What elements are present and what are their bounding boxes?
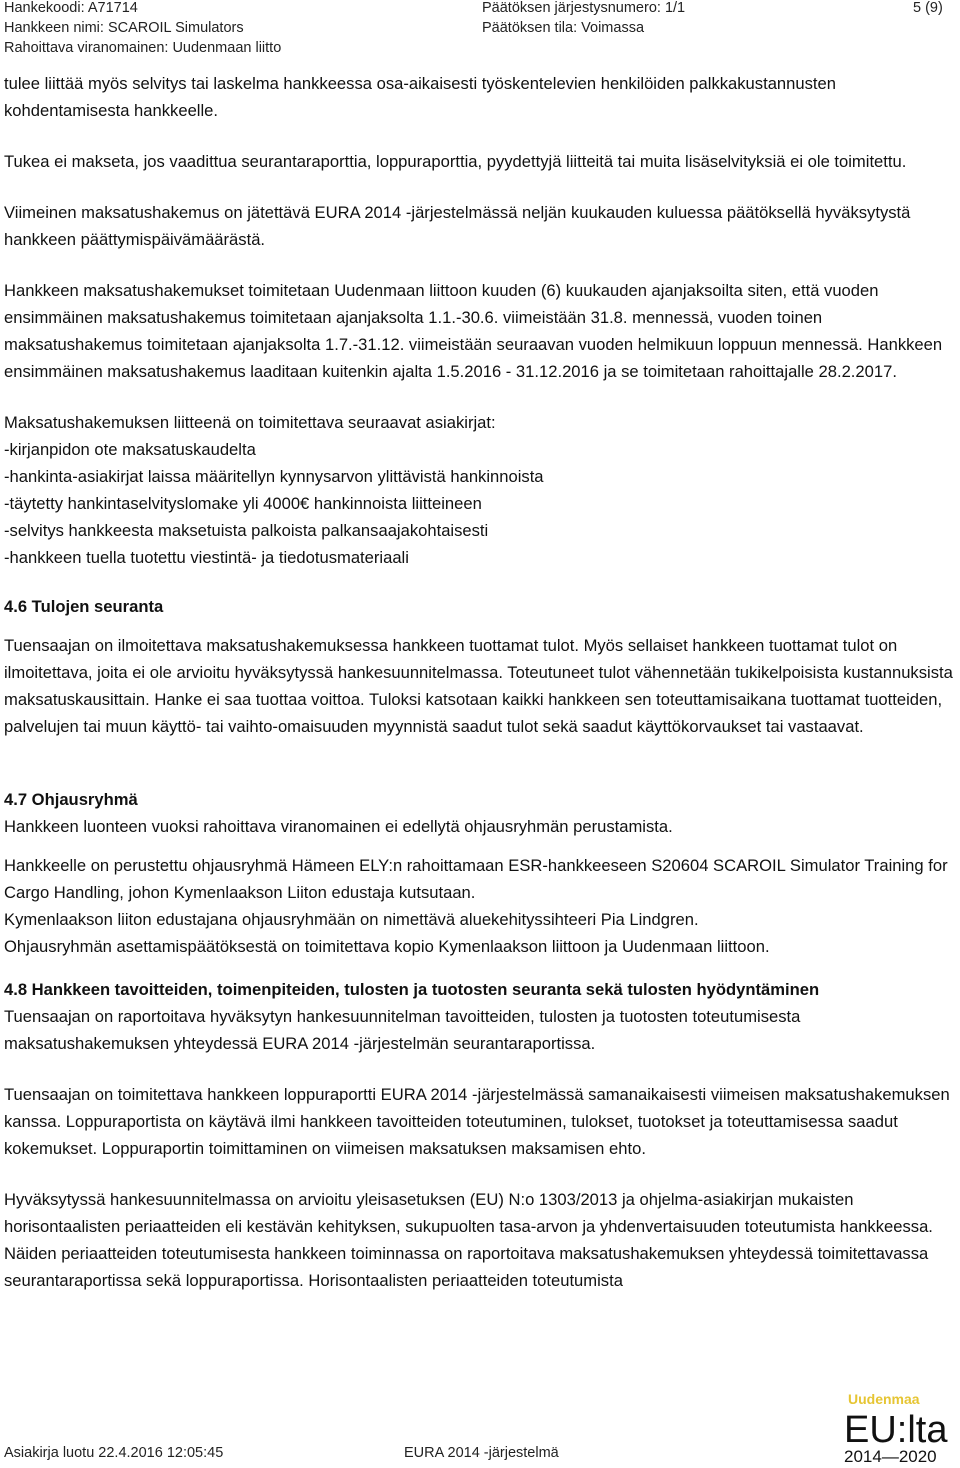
paragraph: Hyväksytyssä hankesuunnitelmassa on arvioitu yleisasetuksen (EU) N:o 1303/2013 ja ohjelma-asiakirjan mukaisten horisontaalisten periaatteiden eli kestävän kehityksen, sukupuolten tasa-arvon ja yhdenvertaisuuden toteutumista hankkeessa. Näiden periaatteiden toteutumisesta hankkeen toiminnassa on raportoitava maksatushakemuksen yhteydessä toimitettavassa seurantaraportissa sekä loppuraportissa. Horisontaalisten periaatteiden toteutumista — [4, 1190, 933, 1290]
decision-status: Päätöksen tila: Voimassa — [482, 20, 645, 36]
logo-years: 2014—2020 — [844, 1447, 937, 1466]
paragraph: tulee liittää myös selvitys tai laskelma hankkeessa osa-aikaisesti työskentelevien henkilöiden palkkakustannusten kohdentamisesta hankkeelle. — [4, 74, 836, 120]
paragraph: Hankkeen maksatushakemukset toimitetaan Uudenmaan liittoon kuuden (6) kuukauden ajanjaksoilta siten, että vuoden ensimmäinen maksatushakemus toimitetaan ajanjaksolta 1.1.-30.6. viimeistään 31.8. mennessä, vuoden toinen maksatushakemus toimitetaan ajanjaksolta 1.7.-31.12. viimeistään seuraavan vuoden helmikuun loppuun mennessä. Hankkeen ensimmäinen maksatushakemus laaditaan kuitenkin ajalta 1.5.2016 - 31.12.2016 ja se toimitetaan rahoittajalle 28.2.2017. — [4, 281, 943, 381]
decision-number: Päätöksen järjestysnumero: 1/1 — [482, 0, 686, 16]
paragraph: Kymenlaakson liiton edustajana ohjausryhmään on nimettävä aluekehityssihteeri Pia Lindgren. — [4, 910, 699, 929]
attachments-list — [4, 436, 956, 571]
header-middle — [482, 0, 685, 38]
paragraph: Tuensaajan on raportoitava hyväksytyn hankesuunnitelman tavoitteiden, tulosten ja tuotosten toteutumisesta maksatushakemuksen yhteydessä EURA 2014 -järjestelmän seurantaraportissa. — [4, 1007, 801, 1053]
document-body — [4, 70, 956, 1294]
paragraph: Tukea ei makseta, jos vaadittua seurantaraporttia, loppuraporttia, pyydettyjä liitteitä tai muita lisäselvityksiä ei ole toimitettu. — [4, 152, 907, 171]
section-heading-4-8: 4.8 Hankkeen tavoitteiden, toimenpiteiden, tulosten ja tuotosten seuranta sekä tulosten hyödyntäminen — [4, 980, 820, 999]
list-item: -hankinta-asiakirjat laissa määritellyn kynnysarvon ylittävistä hankinnoista — [4, 467, 544, 486]
project-code: Hankekoodi: A71714 — [4, 0, 138, 16]
list-item: -hankkeen tuella tuotettu viestintä- ja tiedotusmateriaali — [4, 548, 409, 567]
page-number: 5 (9) — [913, 0, 943, 16]
section-heading-4-6: 4.6 Tulojen seuranta — [4, 597, 164, 616]
system-name: EURA 2014 -järjestelmä — [404, 1445, 559, 1461]
list-item: -täytetty hankintaselvityslomake yli 4000€ hankinnoista liitteineen — [4, 494, 482, 513]
paragraph: Tuensaajan on toimitettava hankkeen loppuraportti EURA 2014 -järjestelmässä samanaikaisesti viimeisen maksatushakemuksen kanssa. Loppuraportista on käytävä ilmi hankkeen tavoitteiden toteutuminen, tulokset, tuotokset ja toteuttamisessa saadut kokemukset. Loppuraportin toimittaminen on viimeisen maksatuksen maksamisen ehto. — [4, 1085, 950, 1158]
list-item: -selvitys hankkeesta maksetuista palkoista palkansaajakohtaisesti — [4, 521, 489, 540]
attachments-intro: Maksatushakemuksen liitteenä on toimitettava seuraavat asiakirjat: — [4, 413, 496, 432]
paragraph: Hankkeelle on perustettu ohjausryhmä Hämeen ELY:n rahoittamaan ESR-hankkeeseen S20604 SCAROIL Simulator Training for Cargo Handling, johon Kymenlaakson Liiton edustaja kutsutaan. — [4, 856, 948, 902]
eu-logo — [830, 1390, 956, 1466]
paragraph: Viimeinen maksatushakemus on jätettävä EURA 2014 -järjestelmässä neljän kuukauden kuluessa päätöksellä hyväksytystä hankkeen päättymispäivämäärästä. — [4, 203, 911, 249]
project-name: Hankkeen nimi: SCAROIL Simulators — [4, 20, 244, 36]
paragraph: Ohjausryhmän asettamispäätöksestä on toimitettava kopio Kymenlaakson liittoon ja Uudenmaan liittoon. — [4, 937, 770, 956]
logo-main-text: EU:lta — [844, 1409, 948, 1451]
created-timestamp: Asiakirja luotu 22.4.2016 12:05:45 — [4, 1445, 224, 1461]
funding-authority: Rahoittava viranomainen: Uudenmaan liitto — [4, 40, 282, 56]
paragraph: Hankkeen luonteen vuoksi rahoittava viranomainen ei edellytä ohjausryhmän perustamista. — [4, 817, 673, 836]
section-heading-4-7: 4.7 Ohjausryhmä — [4, 790, 138, 809]
paragraph: Tuensaajan on ilmoitettava maksatushakemuksessa hankkeen tuottamat tulot. Myös sellaiset hankkeen tuottamat tulot on ilmoitettava, joita ei ole arvioitu hyväksytyssä hankesuunnitelmassa. Toteutuneet tulot vähennetään tukikelpoisista kustannuksista maksatuskausittain. Hanke ei saa tuottaa voittoa. Tuloksi katsotaan kaikki hankkeen sen toteuttamisaikana tuottamat tuotteiden, palvelujen tai muun käyttö- tai vaihto-omaisuuden myynnistä saadut tulot sekä saadut käyttökorvaukset tai vastaavat. — [4, 636, 953, 736]
logo-top-text: Uudenmaa — [848, 1391, 920, 1407]
header-left — [4, 0, 281, 58]
list-item: -kirjanpidon ote maksatuskaudelta — [4, 440, 256, 459]
